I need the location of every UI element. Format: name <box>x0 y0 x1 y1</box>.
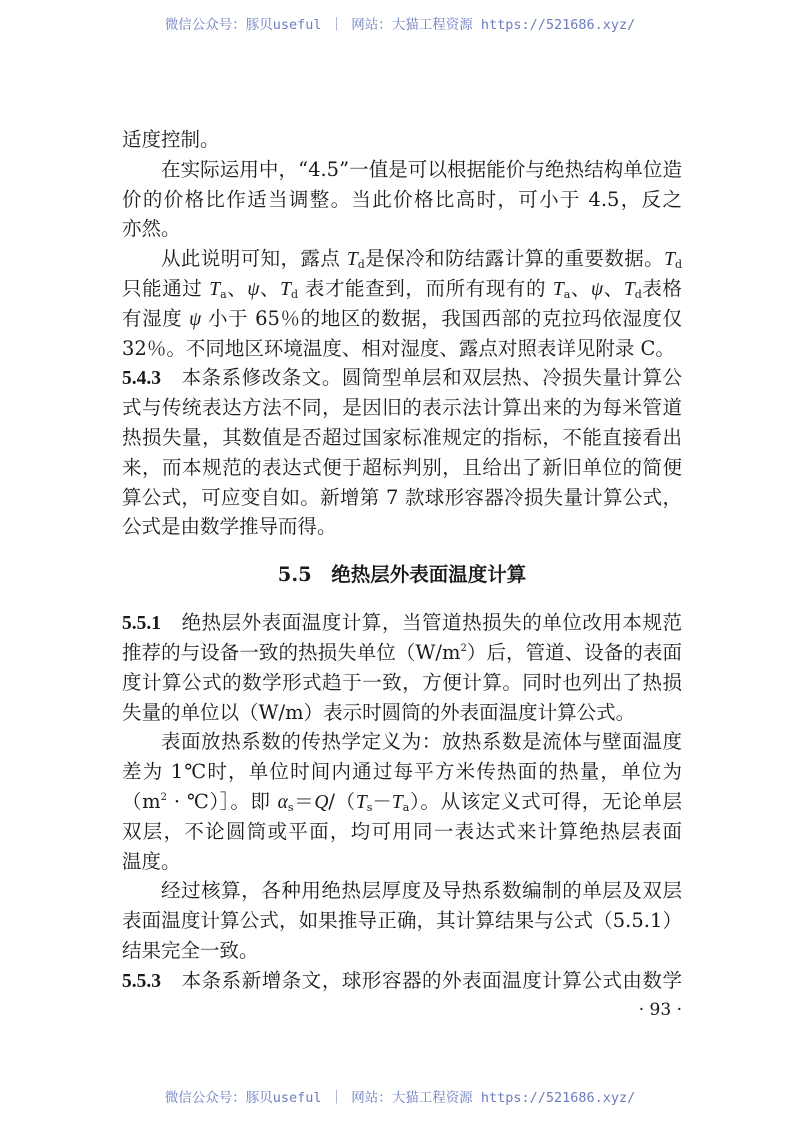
text-line <box>122 125 682 155</box>
text-line <box>122 185 682 215</box>
superscript: 2 <box>460 642 467 654</box>
text-line <box>122 727 682 757</box>
subscript: s <box>366 800 373 814</box>
text-segment: 表面温度计算公式，如果推导正确，其计算结果与公式（5.5.1） <box>122 909 682 933</box>
watermark-bottom: 微信公众号：豚贝useful ｜ 网站：大猫工程资源 https://521686.xyz/ <box>164 1090 636 1106</box>
text-segment: 本条系新增条文，球形容器的外表面温度计算公式由数学 <box>161 968 682 992</box>
text-line <box>122 638 682 668</box>
math-symbol: ψ <box>189 308 202 330</box>
text-segment: 度计算公式的数学形式趋于一致，方便计算。同时也列出了热损 <box>122 670 682 694</box>
text-segment: 、 <box>259 276 281 300</box>
text-segment: 热损失量，其数值是否超过国家标准规定的指标，不能直接看出 <box>122 425 682 449</box>
text-segment: ）。从该定义式可得，无论单层 <box>409 789 682 813</box>
text-segment: 算公式，可应变自如。新增第 7 款球形容器冷损失量计算公式， <box>122 485 682 509</box>
math-symbol: T <box>623 278 635 300</box>
text-segment: 表格 <box>641 276 682 300</box>
math-symbol: T <box>280 278 292 300</box>
text-line <box>122 698 682 728</box>
text-line <box>122 876 682 906</box>
text-segment: 小于 65％的地区的数据，我国西部的克拉玛依湿度仅 <box>201 306 682 330</box>
text-segment: 公式是由数学推导而得。 <box>122 515 337 539</box>
text-segment: 来，而本规范的表达式便于超标判别，且给出了新旧单位的简便 <box>122 455 682 479</box>
text-segment: 双层，不论圆筒或平面，均可用同一表达式来计算绝热层表面 <box>122 819 682 843</box>
subscript: a <box>220 287 227 301</box>
subscript: a <box>563 287 571 301</box>
math-symbol: T <box>664 249 675 271</box>
math-symbol: ψ <box>591 278 604 300</box>
text-line <box>122 787 682 817</box>
subscript: a <box>402 800 410 814</box>
text-segment: 表面放热系数的传热学定义为：放热系数是流体与壁面温度 <box>161 730 682 754</box>
page-number: · 93 · <box>638 1000 682 1020</box>
text-segment: 、 <box>570 276 591 300</box>
superscript: 2 <box>160 791 168 803</box>
text-line <box>122 817 682 847</box>
text-segment: 式与传统表达方法不同，是因旧的表示法计算出来的为每米管道 <box>122 396 682 420</box>
text-line <box>122 244 682 274</box>
clause-number: 5.4.3 <box>122 368 161 390</box>
text-line <box>122 936 682 966</box>
text-segment: 本条系修改条文。圆筒型单层和双层热、冷损失量计算公 <box>161 366 682 390</box>
text-line <box>122 304 682 334</box>
text-line <box>122 334 682 364</box>
text-segment: /（ <box>328 789 356 813</box>
text-segment: 推荐的与设备一致的热损失单位（W/m <box>122 640 461 664</box>
text-segment: 表才能查到，而所有现有的 <box>298 276 553 300</box>
text-line <box>122 363 682 393</box>
text-line <box>122 847 682 877</box>
text-line <box>122 423 682 453</box>
text-segment: ）后，管道、设备的表面 <box>466 640 682 664</box>
subscript: s <box>287 800 294 814</box>
math-symbol: α <box>277 791 288 813</box>
subscript: d <box>291 287 299 301</box>
watermark-top: 微信公众号：豚贝useful ｜ 网站：大猫工程资源 https://521686.xyz/ <box>164 17 636 33</box>
text-line <box>122 453 682 483</box>
text-segment: 亦然。 <box>122 217 181 241</box>
math-symbol: T <box>391 791 403 813</box>
text-line <box>122 608 682 638</box>
text-segment: 失量的单位以（W/m）表示时圆筒的外表面温度计算公式。 <box>122 700 636 724</box>
text-segment: 、 <box>603 276 624 300</box>
text-segment: 只能通过 <box>122 276 210 300</box>
text-segment: 从此说明可知，露点 <box>161 247 347 271</box>
text-segment: 是保冷和防结露计算的重要数据。 <box>364 247 665 271</box>
text-segment: 经过核算，各种用绝热层厚度及导热系数编制的单层及双层 <box>161 879 682 903</box>
subscript: d <box>674 258 682 272</box>
text-segment: · ℃）］。即 <box>167 789 278 813</box>
clause-number: 5.5.3 <box>122 970 161 992</box>
text-line <box>122 906 682 936</box>
clause-number: 5.5.1 <box>122 613 161 635</box>
text-segment: 价的价格比作适当调整。当此价格比高时，可小于 4.5，反之 <box>122 187 682 211</box>
subscript: d <box>634 287 642 301</box>
text-segment: 结果完全一致。 <box>122 938 259 962</box>
math-symbol: T <box>355 791 367 813</box>
math-symbol: T <box>552 278 564 300</box>
text-line <box>122 512 682 542</box>
math-symbol: T <box>346 249 358 271</box>
text-line <box>122 393 682 423</box>
text-line <box>122 274 682 304</box>
text-segment: － <box>372 789 392 813</box>
section-heading: 5.5 绝热层外表面温度计算 <box>277 563 527 587</box>
text-line <box>122 214 682 244</box>
math-symbol: Q <box>314 791 329 813</box>
text-line <box>122 483 682 513</box>
text-segment: 差为 1℃时，单位时间内通过每平方米传热面的热量，单位为 <box>122 760 682 784</box>
text-segment: （m <box>122 789 161 813</box>
text-segment: 适度控制。 <box>122 128 220 151</box>
text-segment: 、 <box>226 276 248 300</box>
math-symbol: T <box>209 278 221 300</box>
text-segment: 有湿度 <box>122 306 190 330</box>
text-segment: ＝ <box>293 789 315 813</box>
text-segment: 32％。不同地区环境温度、相对湿度、露点对照表详见附录 C。 <box>122 336 675 360</box>
document-body <box>122 125 682 996</box>
text-line <box>122 155 682 185</box>
text-segment: 绝热层外表面温度计算，当管道热损失的单位改用本规范 <box>161 611 682 635</box>
text-segment: 在实际运用中，“4.5”一值是可以根据能价与绝热结构单位造 <box>161 157 682 181</box>
text-line <box>122 966 682 996</box>
subscript: d <box>357 258 365 272</box>
text-segment: 温度。 <box>122 849 181 873</box>
text-line <box>122 668 682 698</box>
math-symbol: ψ <box>247 278 260 300</box>
text-line <box>122 757 682 787</box>
